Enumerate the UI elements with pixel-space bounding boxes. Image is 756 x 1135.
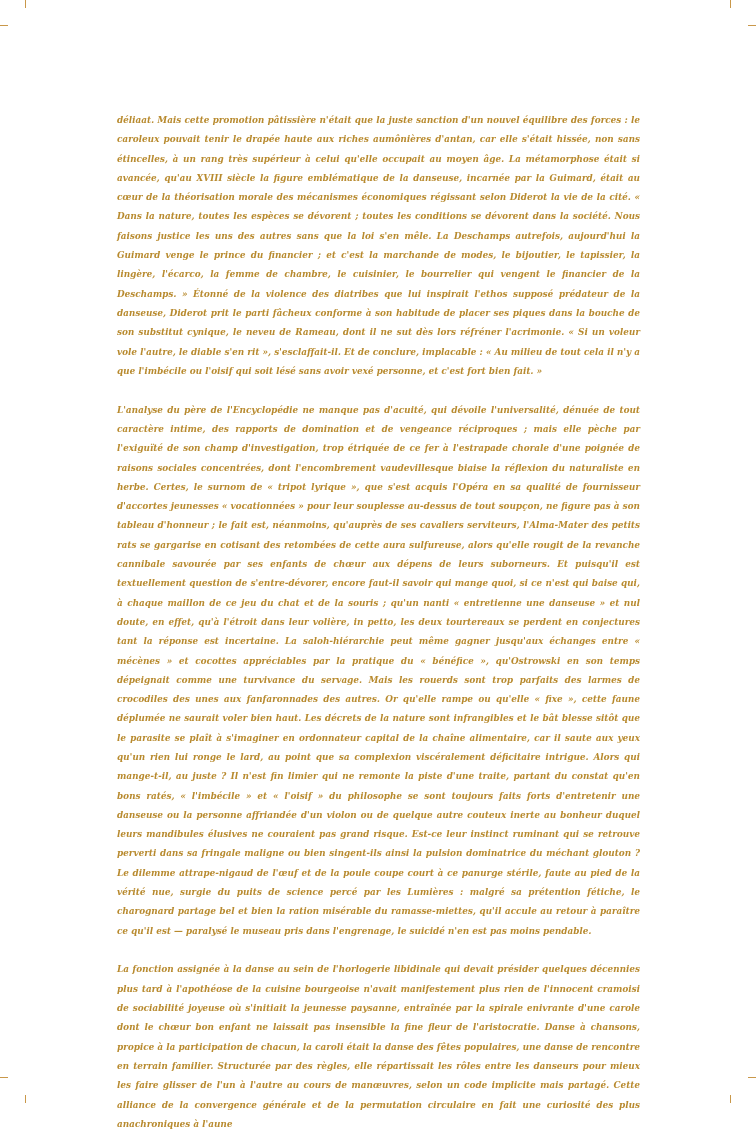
crop-mark-top-right-v — [730, 0, 731, 8]
crop-mark-top-left-h — [0, 25, 8, 26]
body-text — [117, 112, 640, 1135]
paragraph-2: L'analyse du père de l'Encyclopédie ne manque pas d'acuité, qui dévoile l'universalité, dénuée de tout caractère intime, des rapports de domination et de vengeance réciproques ; mais elle pèche par l'exiguïté de son champ d'investigation, trop étriquée de ce fer à l'estrapade chorale d'une poignée de raisons sociales concentrées, dont l'encombrement vaudevillesque biaise la réflexion du naturaliste en herbe. Certes, le surnom de « tripot lyrique », que s'est acquis l'Opéra en sa qualité de fournisseur d'accortes jeunesses « vocationnées » pour leur souplesse au-dessus de tout soupçon, ne figure pas à son tableau d'honneur ; le fait est, néanmoins, qu'auprès de ses cavaliers serviteurs, l'Alma-Mater des petits rats se gargarise en cotisant des retombées de cette aura sulfureuse, alors qu'elle rougit de la revanche cannibale savourée par ses enfants de chœur aux dépens de leurs suborneurs. Et puisqu'il est textuellement question de s'entre-dévorer, encore faut-il savoir qui mange quoi, si ce n'est qui baise qui, à chaque maillon de ce jeu du chat et de la souris ; qu'un nanti « entretienne une danseuse » et nul doute, en effet, qu'à l'étroit dans leur volière, in petto, les deux tourtereaux se perdent en conjectures tant la réponse est incertaine. La saloh-hiérarchie peut même gagner jusqu'aux échanges entre « mécènes » et cocottes appréciables par la pratique du « bénéfice », qu'Ostrowski en son temps dépeignait comme une turvivance du servage. Mais les rouerds sont trop parfaits des larmes de crocodiles des unes aux fanfaronnades des autres. Or qu'elle rampe ou qu'elle « fixe », cette faune déplumée ne saurait voler bien haut. Les décrets de la nature sont infrangibles et le bât blesse sitôt que le parasite se plaît à s'imaginer en ordonnateur capital de la chaîne alimentaire, car il saute aux yeux qu'un rien lui ronge le lard, au point que sa complexion viscéralement déficitaire intrigue. Alors qui mange-t-il, au juste ? Il n'est fin limier qui ne remonte la piste d'une traite, partant du constat qu'en bons ratés, « l'imbécile » et « l'oisif » du philosophe se sont toujours faits forts d'entretenir une danseuse ou la personne affriandée d'un violon ou de quelque autre couteux inerte au bonheur duquel leurs mandibules élusives ne couraient pas grand risque. Est-ce leur instinct ruminant qui se retrouve perverti dans sa fringale maligne ou bien singent-ils ainsi la pulsion dominatrice du méchant glouton ? Le dilemme attrape-nigaud de l'œuf et de la poule coupe court à ce panurge stérile, faute au pied de la vérité nue, surgie du puits de science percé par les Lumières : malgré sa prétention fétiche, le charognard partage bel et bien la ration misérable du ramasse-miettes, qu'il accule au retour à paraître ce qu'il est — paralysé le museau pris dans l'engrenage, le suicidé n'en est pas moins pendable. — [117, 405, 640, 937]
paragraph-3: La fonction assignée à la danse au sein de l'horlogerie libidinale qui devait présider quelques décennies plus tard à l'apothéose de la cuisine bourgeoise n'avait manifestement plus rien de l'innocent cramoisi de sociabilité joyeuse où s'initiait la jeunesse paysanne, entraînée par la spirale enivrante d'une carole dont le chœur bon enfant ne laissait pas insensible la fine fleur de l'aristocratie. Danse à chansons, propice à la participation de chacun, la caroli était la danse des fêtes populaires, une danse de rencontre en terrain familier. Structurée par des règles, elle répartissait les rôles entre les danseurs pour mieux les faire glisser de l'un à l'autre au cours de manœuvres, selon un code implicite mais partagé. Cette alliance de la convergence générale et de la permutation circulaire en fait une curiosité des plus anachroniques à l'aune — [117, 965, 640, 1130]
crop-mark-bottom-left-h — [0, 1077, 8, 1078]
crop-mark-bottom-left-v — [25, 1095, 26, 1103]
crop-mark-top-right-h — [748, 25, 756, 26]
crop-mark-top-left-v — [25, 0, 26, 8]
crop-mark-bottom-right-h — [748, 1077, 756, 1078]
paragraph-1: déliaat. Mais cette promotion pâtissière n'était que la juste sanction d'un nouvel équilibre des forces : le caroleux pouvait tenir le drapée haute aux riches aumônières d'antan, car elle s'était hissée, non sans étincelles, à un rang très supérieur à celui qu'elle occupait au moyen âge. La métamorphose était si avancée, qu'au XVIII siècle la figure emblématique de la danseuse, incarnée par la Guimard, était au cœur de la théorisation morale des mécanismes économiques régissant selon Diderot la vie de la cité. « Dans la nature, toutes les espèces se dévorent ; toutes les conditions se dévorent dans la société. Nous faisons justice les uns des autres sans que la loi s'en mêle. La Deschamps autrefois, aujourd'hui la Guimard venge le prince du financier ; et c'est la marchande de modes, le bijoutier, le tapissier, la lingère, l'écarco, la femme de chambre, le cuisinier, le bourrelier qui vengent le financier de la Deschamps. » Étonné de la violence des diatribes que lui inspirait l'ethos supposé prédateur de la danseuse, Diderot prit le parti fâcheux conforme à son habitude de placer ses piques dans la bouche de son substitut cynique, le neveu de Rameau, dont il ne sut dès lors réfréner l'acrimonie. « Si un voleur vole l'autre, le diable s'en rit », s'esclaffait-il. Et de conclure, implacable : « Au milieu de tout cela il n'y a que l'imbécile ou l'oisif qui soit lésé sans avoir vexé personne, et c'est fort bien fait. » — [117, 116, 640, 377]
crop-mark-bottom-right-v — [730, 1095, 731, 1103]
